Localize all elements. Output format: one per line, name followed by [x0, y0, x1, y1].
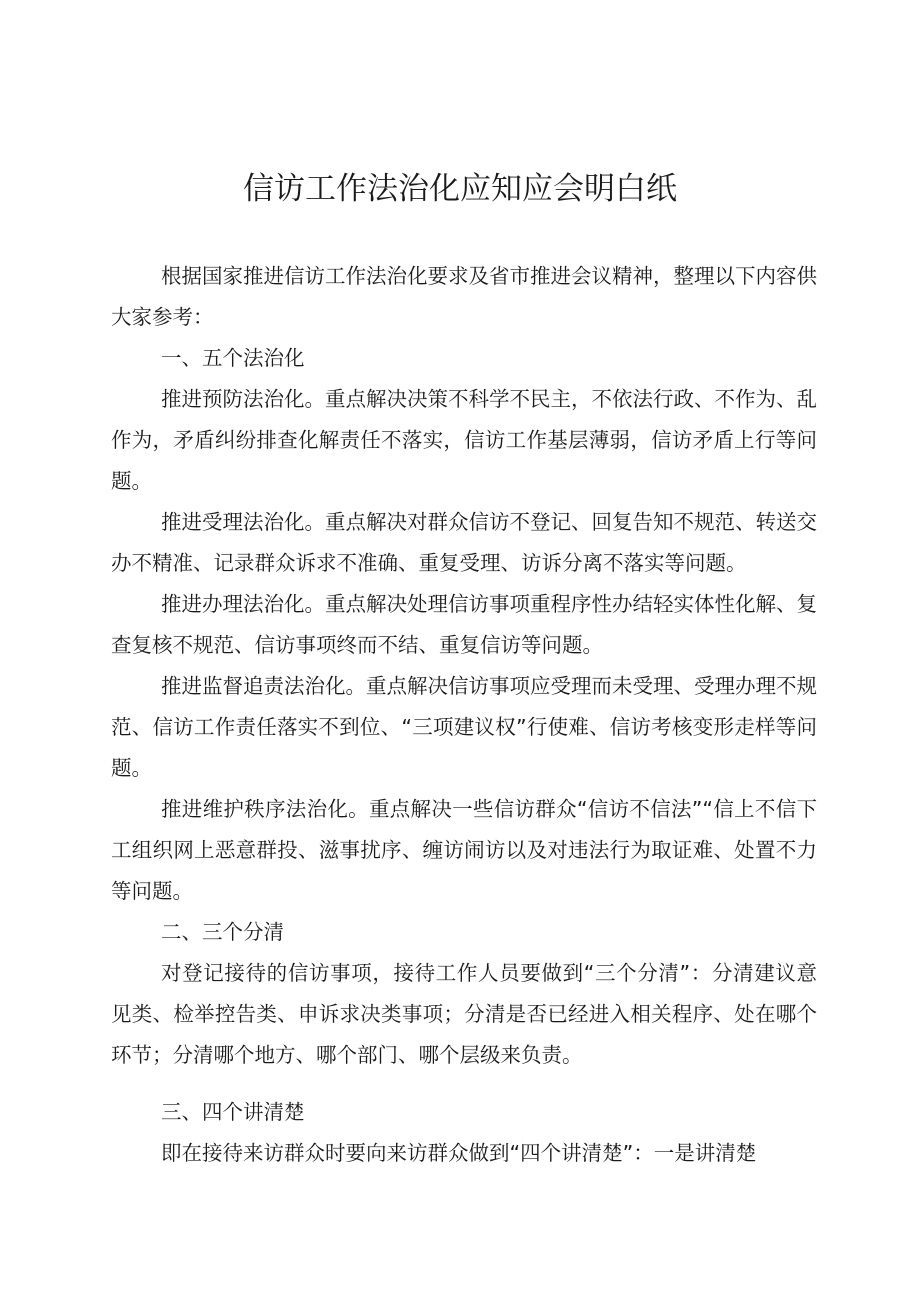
- section-heading-four-clarifications: 三、四个讲清楚: [161, 1100, 305, 1124]
- body-paragraph-order: 推进维护秩序法治化。重点解决一些信访群众“信访不信法”“信上不信下工组织网上恶意群投、滋事扰序、缠访闹访以及对违法行为取证难、处置不力等问题。: [111, 797, 817, 903]
- section-heading-three-distinctions: 二、三个分清: [161, 920, 284, 944]
- body-paragraph-handling: 推进办理法治化。重点解决处理信访事项重程序性办结轻实体性化解、复查复核不规范、信访事项终而不结、重复信访等问题。: [111, 592, 817, 657]
- intro-paragraph: 根据国家推进信访工作法治化要求及省市推进会议精神，整理以下内容供大家参考：: [111, 264, 817, 329]
- document-body: [111, 256, 817, 1174]
- body-paragraph-supervision: 推进监督追责法治化。重点解决信访事项应受理而未受理、受理办理不规范、信访工作责任落实不到位、“三项建议权”行使难、信访考核变形走样等问题。: [111, 674, 817, 780]
- body-paragraph-distinctions: 对登记接待的信访事项，接待工作人员要做到“三个分清”：分清建议意见类、检举控告类、申诉求决类事项；分清是否已经进入相关程序、处在哪个环节；分清哪个地方、哪个部门、哪个层级来负责。: [111, 961, 817, 1067]
- body-paragraph-clarifications: 即在接待来访群众时要向来访群众做到“四个讲清楚”：一是讲清楚: [161, 1141, 757, 1165]
- section-heading-five-legalizations: 一、五个法治化: [161, 346, 305, 370]
- body-paragraph-acceptance: 推进受理法治化。重点解决对群众信访不登记、回复告知不规范、转送交办不精准、记录群众诉求不准确、重复受理、访诉分离不落实等问题。: [111, 510, 817, 575]
- body-paragraph-prevention: 推进预防法治化。重点解决决策不科学不民主，不依法行政、不作为、乱作为，矛盾纠纷排查化解责任不落实，信访工作基层薄弱，信访矛盾上行等问题。: [111, 387, 817, 493]
- document-title: 信访工作法治化应知应会明白纸: [243, 171, 677, 207]
